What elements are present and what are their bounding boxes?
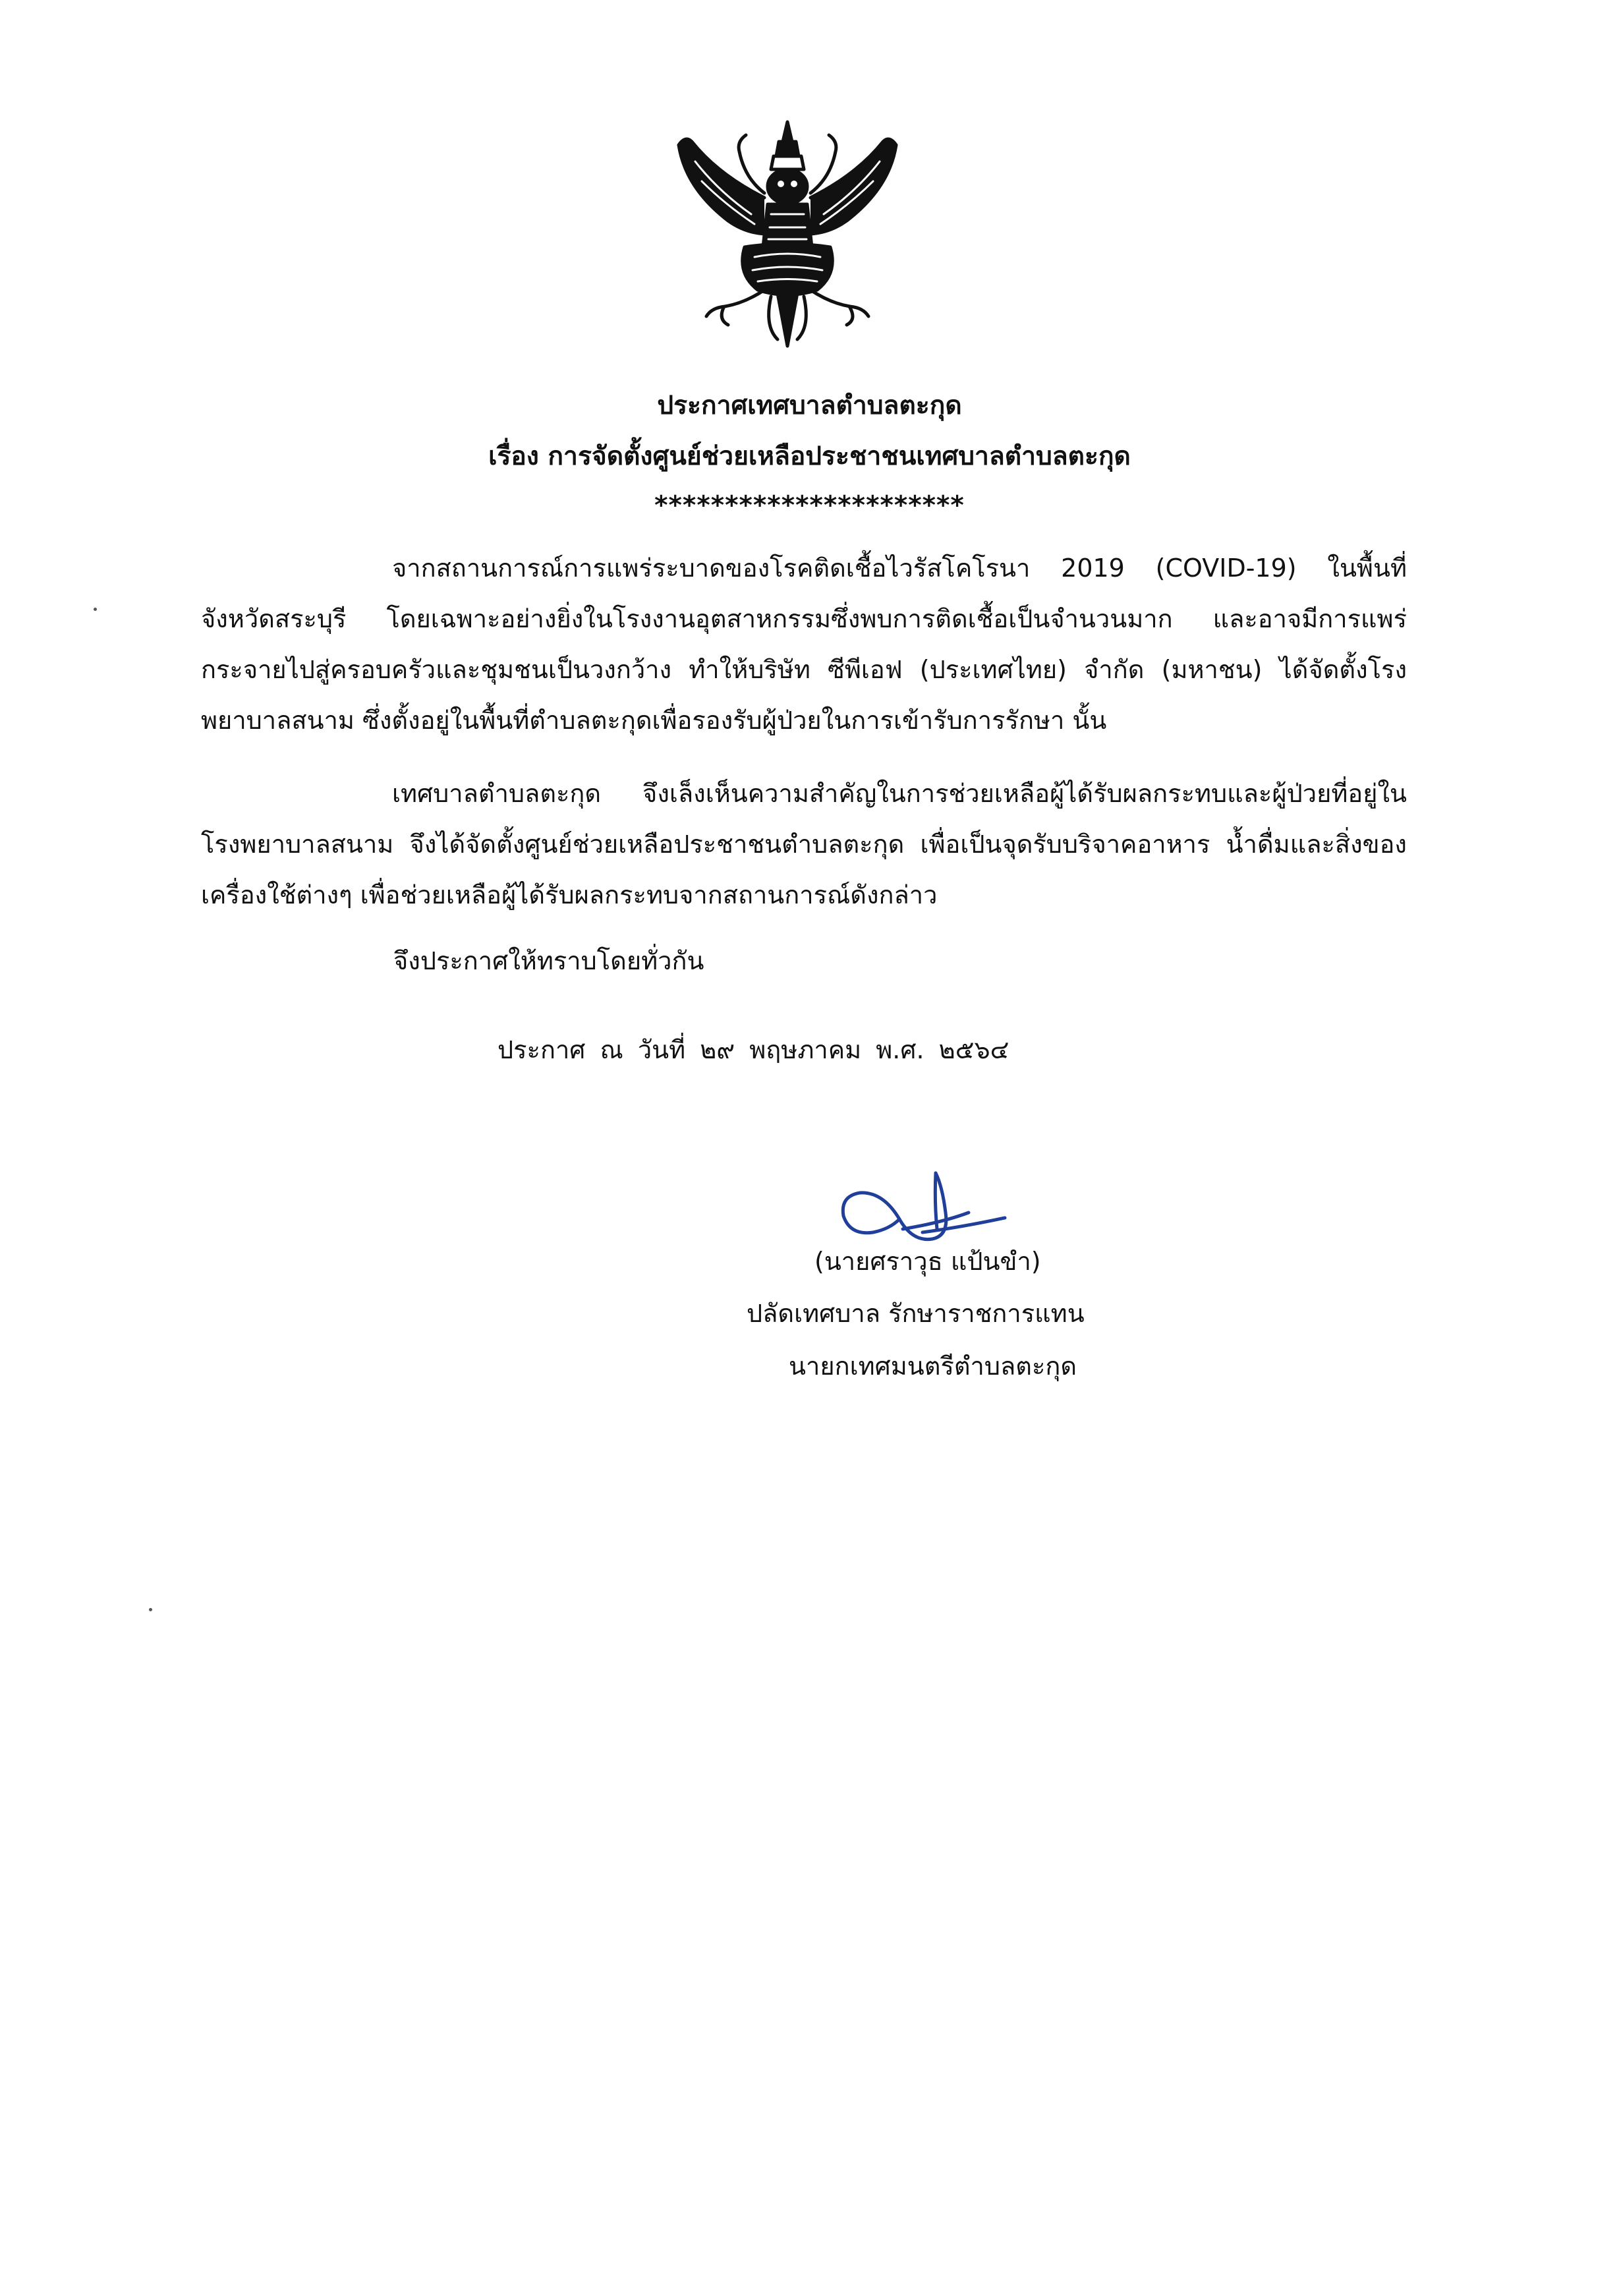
header-separator: **********************	[654, 491, 965, 521]
scan-speck	[94, 608, 97, 611]
paragraph-1-text: จากสถานการณ์การแพร่ระบาดของโรคติดเชื้อไวรัสโคโรนา 2019 (COVID-19) ในพื้นที่จังหวัดสระบุรี โดยเฉพาะอย่างยิ่งในโรงงานอุตสาหกรรมซึ่งพบการติดเชื้อเป็นจำนวนมาก และอาจมีการแพร่กระจายไปสู่ครอบครัวและชุมชนเป็นวงกว้าง ทำให้บริษัท ซีพีเอฟ (ประเทศไทย) จำกัด (มหาชน) ได้จัดตั้งโรงพยาบาลสนาม ซึ่งตั้งอยู่ในพื้นที่ตำบลตะกุดเพื่อรองรับผู้ป่วยในการเข้ารับการรักษา นั้น	[201, 554, 1407, 735]
announcement-line: จึงประกาศให้ทราบโดยทั่วกัน	[393, 946, 704, 975]
signatory-name: (นายศราวุธ แป้นขำ)	[814, 1247, 1041, 1276]
body-paragraph-2	[201, 768, 1407, 921]
signatory-position-2: นายกเทศมนตรีตำบลตะกุด	[789, 1352, 1077, 1381]
garuda-emblem-icon	[666, 115, 909, 359]
paragraph-2-text: เทศบาลตำบลตะกุด จึงเล็งเห็นความสำคัญในการช่วยเหลือผู้ได้รับผลกระทบและผู้ป่วยที่อยู่ในโรงพยาบาลสนาม จึงได้จัดตั้งศูนย์ช่วยเหลือประชาชนตำบลตะกุด เพื่อเป็นจุดรับบริจาคอาหาร น้ำดื่มและสิ่งของเครื่องใช้ต่างๆ เพื่อช่วยเหลือผู้ได้รับผลกระทบจากสถานการณ์ดังกล่าว	[201, 779, 1407, 909]
scan-speck	[149, 1608, 152, 1611]
date-line: ประกาศ ณ วันที่ ๒๙ พฤษภาคม พ.ศ. ๒๕๖๔	[497, 1035, 1009, 1064]
document-title: ประกาศเทศบาลตำบลตะกุด	[657, 391, 962, 420]
document-subject: เรื่อง การจัดตั้งศูนย์ช่วยเหลือประชาชนเทศบาลตำบลตะกุด	[488, 442, 1131, 471]
body-paragraph-1	[201, 543, 1407, 746]
signatory-position-1: ปลัดเทศบาล รักษาราชการแทน	[747, 1299, 1085, 1328]
